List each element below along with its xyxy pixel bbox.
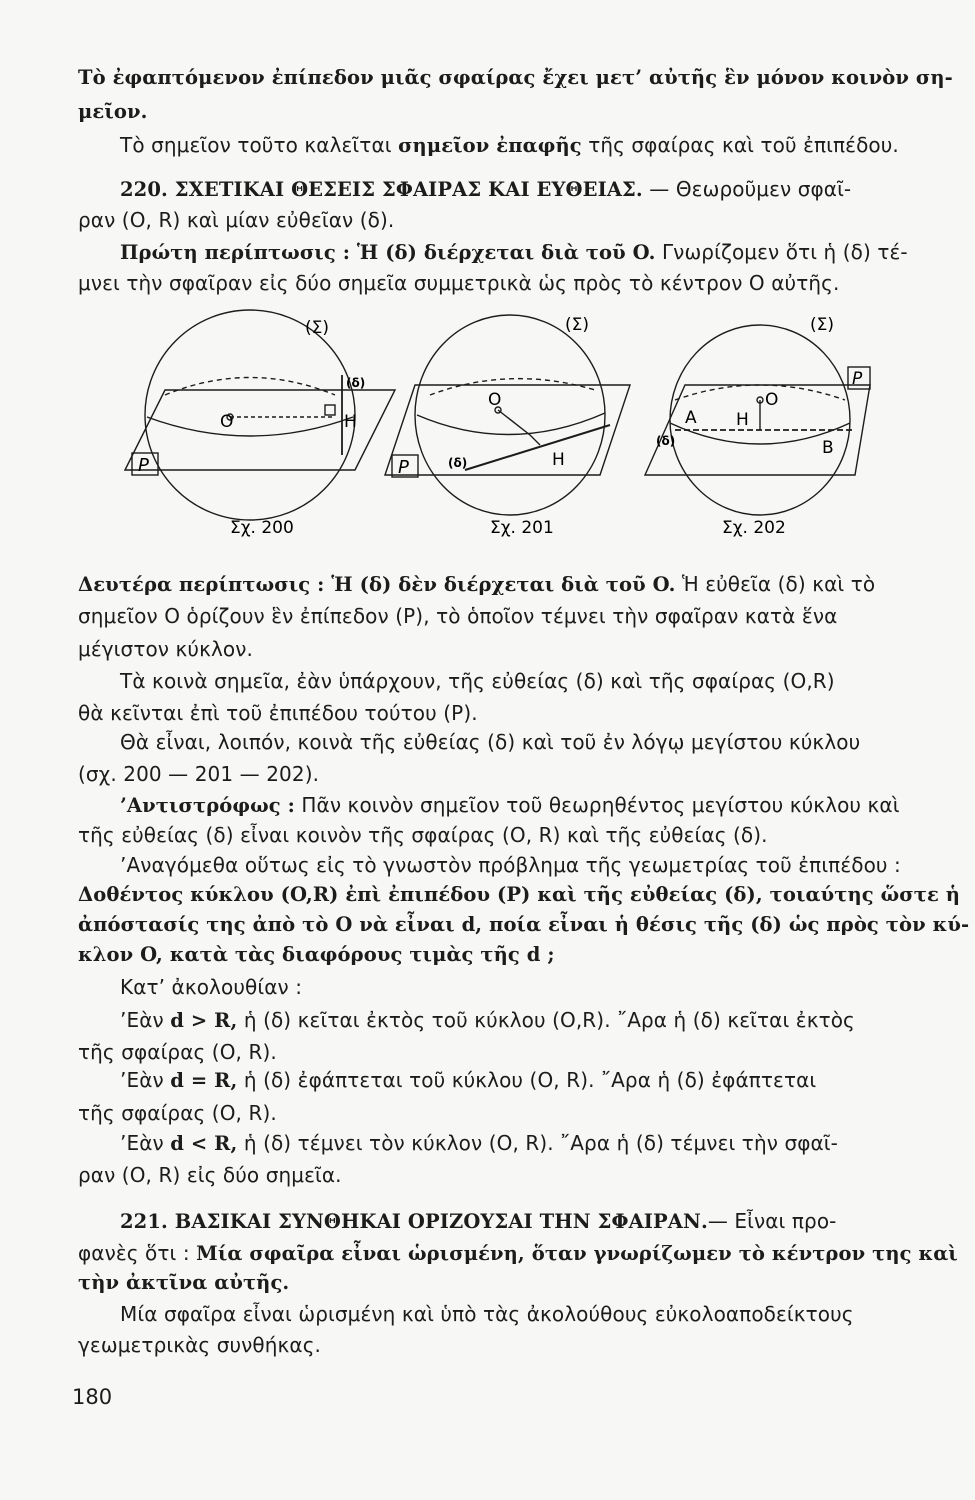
section-221-obvious: φανὲς ὅτι : [78, 1241, 197, 1265]
fig201-plane: P [398, 457, 409, 478]
case-2-title: Δευτέρα περίπτωσις : Ἡ (δ) δὲν διέρχεται διὰ τοῦ O. [78, 573, 676, 596]
section-221-heading: 221. ΒΑΣΙΚΑΙ ΣΥΝΘΗΚΑΙ ΟΡΙΖΟΥΣΑΙ ΤΗΝ ΣΦΑΙΡΑΝ. [120, 1210, 708, 1233]
figures-200-202 [70, 305, 950, 545]
great-circle-front [147, 417, 353, 436]
case-1-line [120, 237, 938, 268]
great-circle-back [675, 385, 845, 400]
intro-line-3 [120, 130, 938, 161]
condition-3-expr: d < R, [170, 1132, 238, 1155]
intro-line-1: Τὸ ἐφαπτόμενον ἐπίπεδον μιᾶς σφαίρας ἔχει μετ’ αὐτῆς ἓν μόνον κοινὸν ση- [78, 66, 953, 89]
condition-3-line [120, 1128, 938, 1159]
case-1-line-2: μνει τὴν σφαῖραν εἰς δύο σημεῖα συμμετρικὰ ὡς πρὸς τὸ κέντρον O αὐτῆς. [78, 271, 840, 295]
section-221-line-2 [78, 1238, 958, 1269]
fig202-plane: P [852, 369, 863, 389]
case-1-rest: Γνωρίζομεν ὅτι ἡ (δ) τέ- [655, 240, 908, 264]
fig201-foot: H [552, 450, 565, 470]
case-2-line-2: σημεῖον O ὁρίζουν ἓν ἐπίπεδον (P), τὸ ὁποῖον τέμνει τὴν σφαῖραν κατὰ ἕνα [78, 604, 838, 628]
section-220-line-2: ραν (O, R) καὶ μίαν εὐθεῖαν (δ). [78, 208, 395, 232]
condition-3-if: ’Εὰν [120, 1131, 171, 1155]
fig200-caption: Σχ. 200 [230, 518, 294, 538]
section-221-p-line-1: Μία σφαῖρα εἶναι ὡρισμένη καὶ ὑπὸ τὰς ἀκολούθους εὐκολοαποδείκτους [120, 1302, 854, 1326]
great-circle-back [430, 379, 595, 395]
problem-line-3: κλον O, κατὰ τὰς διαφόρους τιμὰς τῆς d ; [78, 943, 555, 966]
case-2-rest: Ἡ εὐθεῖα (δ) καὶ τὸ [675, 572, 876, 596]
condition-3-rest: ἡ (δ) τέμνει τὸν κύκλον (O, R). ῎Αρα ἡ (δ) τέμνει τὴν σφαῖ- [237, 1131, 838, 1155]
fig200-center: O [220, 412, 234, 432]
figure-201 [385, 315, 630, 515]
converse-title: ’Αντιστρόφως : [120, 794, 295, 817]
section-221-line-3: τὴν ἀκτῖνα αὐτῆς. [78, 1271, 290, 1294]
fig200-sigma: (Σ) [305, 318, 330, 338]
section-221-heading-line [120, 1206, 938, 1237]
fig202-center: O [765, 390, 779, 410]
condition-3-line-2: ραν (O, R) εἰς δύο σημεῖα. [78, 1163, 342, 1187]
fig202-delta: (δ) [656, 434, 676, 448]
condition-1-line-2: τῆς σφαίρας (O, R). [78, 1040, 277, 1064]
line-delta [465, 425, 610, 470]
right-angle-mark [325, 405, 335, 415]
fig201-caption: Σχ. 201 [490, 518, 554, 538]
condition-1-line [120, 1005, 938, 1036]
converse-line [120, 790, 938, 821]
fig200-foot: H [344, 412, 357, 432]
problem-line-1: Δοθέντος κύκλου (O,R) ἐπὶ ἐπιπέδου (P) καὶ τῆς εὐθείας (δ), τοιαύτης ὥστε ἡ [78, 883, 961, 906]
fig202-caption: Σχ. 202 [722, 518, 786, 538]
problem-line-2: ἀπόστασίς της ἀπὸ τὸ O νὰ εἶναι d, ποία εἶναι ἡ θέσις τῆς (δ) ὡς πρὸς τὸν κύ- [78, 913, 970, 936]
case-2-line-3: μέγιστον κύκλον. [78, 637, 253, 661]
fig201-center: O [488, 390, 502, 410]
condition-1-rest: ἡ (δ) κεῖται ἐκτὸς τοῦ κύκλου (O,R). ῎Αρα ἡ (δ) κεῖται ἐκτὸς [237, 1008, 855, 1032]
fig202-sigma: (Σ) [810, 315, 835, 335]
section-221-p-line-2: γεωμετρικὰς συνθήκας. [78, 1333, 321, 1357]
fig202-point-a: A [685, 408, 697, 428]
fig202-point-b: B [822, 438, 834, 458]
contact-point-term: σημεῖον ἐπαφῆς [398, 134, 582, 157]
intro-text-end: τῆς σφαίρας καὶ τοῦ ἐπιπέδου. [581, 133, 899, 157]
condition-2-expr: d = R, [170, 1069, 238, 1092]
fig201-sigma: (Σ) [565, 315, 590, 335]
converse-line-2: τῆς εὐθείας (δ) εἶναι κοινὸν τῆς σφαίρας (O, R) καὶ τῆς εὐθείας (δ). [78, 823, 768, 847]
reduce-line: ’Αναγόμεθα οὕτως εἰς τὸ γνωστὸν πρόβλημα τῆς γεωμετρίας τοῦ ἐπιπέδου : [120, 853, 901, 877]
sphere-outline [145, 310, 355, 520]
intro-line-2: μεῖον. [78, 100, 148, 123]
condition-1-expr: d > R, [170, 1009, 238, 1032]
condition-2-if: ’Εὰν [120, 1068, 171, 1092]
section-221-heading-rest: — Εἶναι προ- [707, 1209, 837, 1233]
case-2-p3-line-2: (σχ. 200 — 201 — 202). [78, 762, 320, 786]
great-circle-back [165, 378, 335, 396]
section-220-heading-rest: — Θεωροῦμεν σφαῖ- [642, 177, 852, 201]
fig201-delta: (δ) [448, 456, 468, 470]
sphere-outline [415, 315, 605, 515]
section-221-statement: Μία σφαῖρα εἶναι ὡρισμένη, ὅταν γνωρίζωμεν τὸ κέντρον της καὶ [196, 1242, 958, 1265]
condition-1-if: ’Εὰν [120, 1008, 171, 1032]
case-2-line [78, 569, 938, 600]
converse-rest: Πᾶν κοινὸν σημεῖον τοῦ θεωρηθέντος μεγίστου κύκλου καὶ [294, 793, 900, 817]
case-2-p2-line-2: θὰ κεῖνται ἐπὶ τοῦ ἐπιπέδου τούτου (P). [78, 701, 478, 725]
condition-2-line-2: τῆς σφαίρας (O, R). [78, 1101, 277, 1125]
radius-oh [498, 410, 540, 445]
case-2-p3-line-1: Θὰ εἶναι, λοιπόν, κοινὰ τῆς εὐθείας (δ) καὶ τοῦ ἐν λόγῳ μεγίστου κύκλου [120, 730, 861, 754]
section-220-heading-line [120, 174, 938, 205]
great-circle-front [417, 413, 605, 435]
fig200-plane: P [138, 455, 149, 476]
fig202-foot: H [736, 410, 749, 430]
intro-text: Τὸ σημεῖον τοῦτο καλεῖται [120, 133, 399, 157]
consequently-line: Κατ’ ἀκολουθίαν : [120, 975, 303, 999]
section-220-heading: 220. ΣΧΕΤΙΚΑΙ ΘΕΣΕΙΣ ΣΦΑΙΡΑΣ ΚΑΙ ΕΥΘΕΙΑΣ. [120, 178, 643, 201]
fig200-delta: (δ) [346, 376, 366, 390]
case-1-title: Πρώτη περίπτωσις : Ἡ (δ) διέρχεται διὰ τοῦ O. [120, 241, 656, 264]
figure-202 [645, 325, 870, 515]
case-2-p2-line-1: Τὰ κοινὰ σημεῖα, ἐὰν ὑπάρχουν, τῆς εὐθείας (δ) καὶ τῆς σφαίρας (O,R) [120, 669, 835, 693]
condition-2-rest: ἡ (δ) ἐφάπτεται τοῦ κύκλου (O, R). ῎Αρα ἡ (δ) ἐφάπτεται [237, 1068, 817, 1092]
page-number: 180 [72, 1385, 113, 1409]
condition-2-line [120, 1065, 938, 1096]
